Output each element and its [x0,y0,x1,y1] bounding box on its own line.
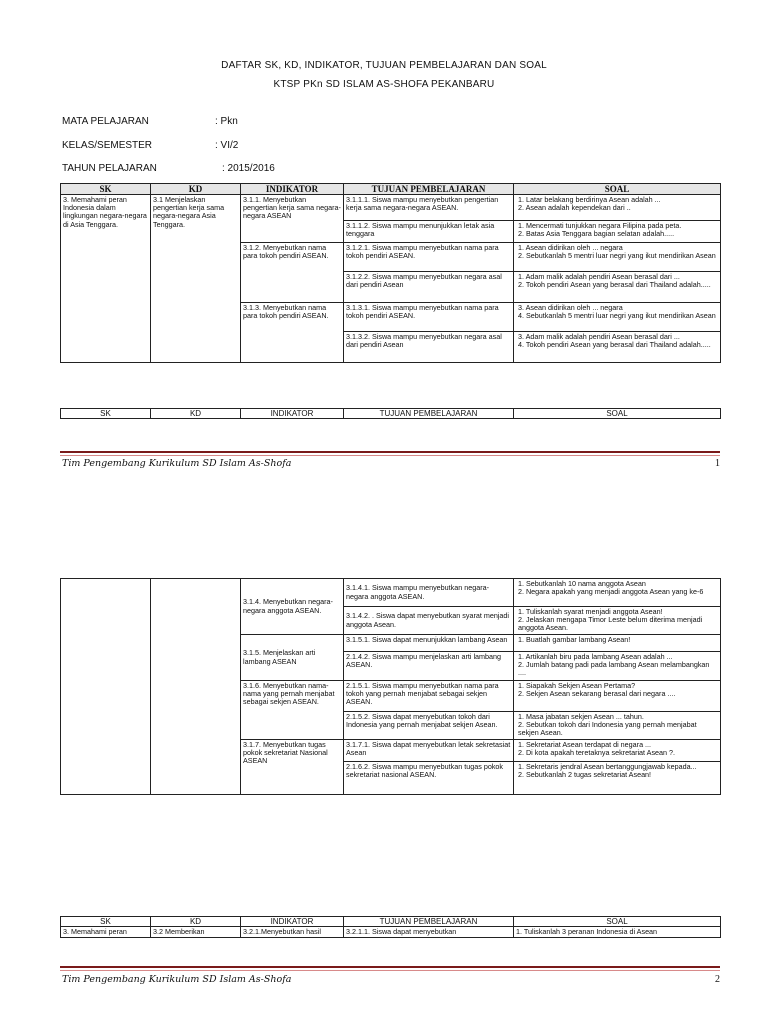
soal-cell: 3. Asean didirikan oleh ... negara 4. Sebutkanlah 5 mentri luar negri yang ikut mendirikan Asean [514,303,721,332]
indikator-cell: 3.1.6. Menyebutkan nama-nama yang pernah menjabat sebagai sekjen ASEAN. [241,681,344,740]
tujuan-cell: 2.1.6.2. Siswa mampu menyebutkan tugas pokok sekretariat nasional ASEAN. [344,762,514,795]
tujuan-cell: 3.1.4.2. . Siswa dapat menyebutkan syarat menjadi anggota Asean. [344,607,514,635]
soal-cell: 1. Artikanlah biru pada lambang Asean adalah ... 2. Jumlah batang padi pada lambang Asean melambangkan .... [514,652,721,681]
header-kd: KD [151,409,241,419]
soal-cell: 1. Masa jabatan sekjen Asean ... tahun. 2. Sebutkan tokoh dari Indonesia yang pernah menjabat sekjen Asean. [514,712,721,740]
soal-cell: 1. Siapakah Sekjen Asean Pertama? 2. Sekjen Asean sekarang berasal dari negara .... [514,681,721,712]
footer-rule [60,966,720,968]
indikator-cell: 3.1.4. Menyebutkan negara-negara anggota ASEAN. [241,579,344,635]
tujuan-cell: 2.1.5.1. Siswa mampu menyebutkan nama para tokoh yang pernah menjabat sebagai sekjen ASEAN. [344,681,514,712]
repeat-header-table-page1 [60,408,721,419]
header-sk: SK [61,184,151,195]
soal-cell: 1. Tuliskanlah syarat menjadi anggota Asean! 2. Jelaskan mengapa Timor Leste belum diterima menjadi anggota Asean. [514,607,721,635]
tahun-pelajaran-value: : 2015/2016 [222,163,275,174]
header-soal: SOAL [514,409,721,419]
soal-cell: 1. Tuliskanlah 3 peranan Indonesia di Asean [514,927,721,938]
footer-rule-light [60,455,720,456]
header-kd: KD [151,184,241,195]
footer-rule-light [60,970,720,971]
kd-cell: 3.1 Menjelaskan pengertian kerja sama negara-negara Asia Tenggara. [151,195,241,363]
header-soal: SOAL [514,917,721,927]
tujuan-cell: 3.2.1.1. Siswa dapat menyebutkan [344,927,514,938]
header-tujuan: TUJUAN PEMBELAJARAN [344,917,514,927]
soal-cell: 3. Adam malik adalah pendiri Asean berasal dari ... 4. Tokoh pendiri Asean yang berasal dari Thailand adalah..... [514,332,721,363]
indikator-cell: 3.1.7. Menyebutkan tugas pokok sekretariat Nasional ASEAN [241,740,344,795]
main-table-page1 [60,183,721,363]
table-row [61,195,721,221]
sk-cell: 3. Memahami peran Indonesia dalam lingkungan negara-negara di Asia Tenggara. [61,195,151,363]
header-indikator: INDIKATOR [241,409,344,419]
page-number: 2 [715,974,720,985]
kd-cell: 3.2 Memberikan [151,927,241,938]
footer-text: Tim Pengembang Kurikulum SD Islam As-Shofa [62,974,292,985]
indikator-cell: 3.2.1.Menyebutkan hasil [241,927,344,938]
soal-cell: 1. Sekretaris jendral Asean bertanggungjawab kepada... 2. Sebutkanlah 2 tugas sekretariat Asean! [514,762,721,795]
header-indikator: INDIKATOR [241,917,344,927]
main-table-page2 [60,578,721,795]
header-sk: SK [61,917,151,927]
soal-cell: 1. Sebutkanlah 10 nama anggota Asean 2. Negara apakah yang menjadi anggota Asean yang ke-6 [514,579,721,607]
tahun-pelajaran-label: TAHUN PELAJARAN [62,163,157,174]
table-row [61,579,721,607]
header-soal: SOAL [514,184,721,195]
footer-rule [60,451,720,453]
mata-pelajaran-value: : Pkn [215,116,238,127]
table-row [61,927,721,938]
table-header-row [61,409,721,419]
document-subtitle: KTSP PKn SD ISLAM AS-SHOFA PEKANBARU [273,79,495,90]
indikator-cell: 3.1.3. Menyebutkan nama para tokoh pendiri ASEAN. [241,303,344,363]
sk-cell: 3. Memahami peran [61,927,151,938]
indikator-cell: 3.1.2. Menyebutkan nama para tokoh pendiri ASEAN. [241,243,344,303]
soal-cell: 1. Asean didirikan oleh ... negara 2. Sebutkanlah 5 mentri luar negri yang ikut mendirikan Asean [514,243,721,272]
tujuan-cell: 3.1.5.1. Siswa dapat menunjukkan lambang Asean [344,635,514,652]
soal-cell: 1. Sekretariat Asean terdapat di negara ... 2. Di kota apakah teretaknya sekretariat Asean ?. [514,740,721,762]
page-number: 1 [715,458,720,469]
tujuan-cell: 3.1.2.1. Siswa mampu menyebutkan nama para tokoh pendiri ASEAN. [344,243,514,272]
tujuan-cell: 3.1.7.1. Siswa dapat menyebutkan letak sekretasiat Asean [344,740,514,762]
footer-text: Tim Pengembang Kurikulum SD Islam As-Shofa [62,458,292,469]
tujuan-cell: 2.1.4.2. Siswa mampu menjelaskan arti lambang ASEAN. [344,652,514,681]
document-title: DAFTAR SK, KD, INDIKATOR, TUJUAN PEMBELAJARAN DAN SOAL [221,60,547,71]
kelas-semester-value: : VI/2 [215,140,239,151]
header-sk: SK [61,409,151,419]
soal-cell: 1. Mencermati tunjukkan negara Filipina pada peta. 2. Batas Asia Tenggara bagian selatan adalah..... [514,221,721,243]
header-tujuan: TUJUAN PEMBELAJARAN [344,409,514,419]
tujuan-cell: 3.1.1.1. Siswa mampu menyebutkan pengertian kerja sama negara-negara ASEAN. [344,195,514,221]
header-indikator: INDIKATOR [241,184,344,195]
kd-cell [151,579,241,795]
soal-cell: 1. Adam malik adalah pendiri Asean berasal dari ... 2. Tokoh pendiri Asean yang berasal dari Thailand adalah..... [514,272,721,303]
tujuan-cell: 3.1.3.2. Siswa mampu menyebutkan negara asal dari pendiri Asean [344,332,514,363]
tujuan-cell: 3.1.2.2. Siswa mampu menyebutkan negara asal dari pendiri Asean [344,272,514,303]
tujuan-cell: 3.1.1.2. Siswa mampu menunjukkan letak asia tenggara [344,221,514,243]
tujuan-cell: 2.1.5.2. Siswa dapat menyebutkan tokoh dari Indonesia yang pernah menjabat sekjen Asean. [344,712,514,740]
header-tujuan: TUJUAN PEMBELAJARAN [344,184,514,195]
table-header-row [61,917,721,927]
soal-cell: 1. Latar belakang berdirinya Asean adalah ... 2. Asean adalah kependekan dari .. [514,195,721,221]
bottom-table-page2 [60,916,721,938]
indikator-cell: 3.1.5. Menjelaskan arti lambang ASEAN [241,635,344,681]
sk-cell [61,579,151,795]
indikator-cell: 3.1.1. Menyebutkan pengertian kerja sama negara-negara ASEAN [241,195,344,243]
header-kd: KD [151,917,241,927]
tujuan-cell: 3.1.3.1. Siswa mampu menyebutkan nama para tokoh pendiri ASEAN. [344,303,514,332]
soal-cell: 1. Buatlah gambar lambang Asean! [514,635,721,652]
table-header-row [61,184,721,195]
kelas-semester-label: KELAS/SEMESTER [62,140,153,151]
mata-pelajaran-label: MATA PELAJARAN [62,116,149,127]
tujuan-cell: 3.1.4.1. Siswa mampu menyebutkan negara-negara anggota ASEAN. [344,579,514,607]
